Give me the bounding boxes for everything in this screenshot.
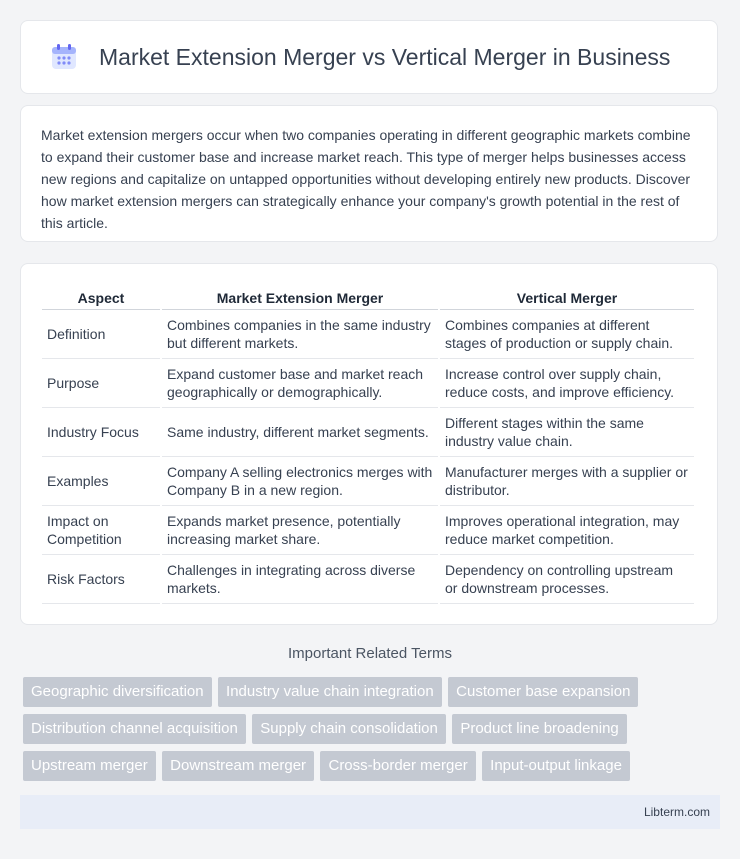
table-row bbox=[42, 310, 694, 359]
header-market-extension: Market Extension Merger bbox=[162, 284, 438, 310]
row-market-extension: Expands market presence, potentially increasing market share. bbox=[162, 506, 438, 555]
row-market-extension: Same industry, different market segments. bbox=[162, 408, 438, 457]
related-term-tag[interactable]: Distribution channel acquisition bbox=[23, 714, 246, 744]
row-aspect: Industry Focus bbox=[42, 408, 160, 457]
footer bbox=[20, 795, 720, 829]
row-vertical: Dependency on controlling upstream or downstream processes. bbox=[440, 555, 694, 604]
page-title: Market Extension Merger vs Vertical Merger in Business bbox=[99, 43, 671, 70]
comparison-card bbox=[20, 263, 718, 625]
intro-card bbox=[20, 105, 718, 242]
related-term-tag[interactable]: Customer base expansion bbox=[448, 677, 638, 707]
intro-text: Market extension mergers occur when two companies operating in different geographic markets combine to expand their customer base and increase market reach. This type of merger helps businesses access new regions and capitalize on untapped opportunities without developing entirely new products. Discover how market extension mergers can strategically enhance your company's growth potential in the rest of this article. bbox=[41, 127, 691, 231]
related-term-tag[interactable]: Cross-border merger bbox=[320, 751, 475, 781]
related-terms-title: Important Related Terms bbox=[288, 645, 452, 662]
row-vertical: Different stages within the same industry value chain. bbox=[440, 408, 694, 457]
row-vertical: Combines companies at different stages of production or supply chain. bbox=[440, 310, 694, 359]
row-market-extension: Company A selling electronics merges with Company B in a new region. bbox=[162, 457, 438, 506]
row-aspect: Risk Factors bbox=[42, 555, 160, 604]
related-term-tag[interactable]: Supply chain consolidation bbox=[252, 714, 446, 744]
table-row bbox=[42, 506, 694, 555]
related-term-tag[interactable]: Product line broadening bbox=[452, 714, 626, 744]
header-aspect: Aspect bbox=[42, 284, 160, 310]
row-vertical: Increase control over supply chain, reduce costs, and improve efficiency. bbox=[440, 359, 694, 408]
table-row bbox=[42, 555, 694, 604]
related-terms-list bbox=[23, 677, 723, 788]
header-card bbox=[20, 20, 718, 94]
related-term-tag[interactable]: Geographic diversification bbox=[23, 677, 212, 707]
calendar-icon bbox=[51, 44, 77, 70]
row-vertical: Improves operational integration, may reduce market competition. bbox=[440, 506, 694, 555]
row-vertical: Manufacturer merges with a supplier or distributor. bbox=[440, 457, 694, 506]
footer-site-link[interactable]: Libterm.com bbox=[643, 805, 710, 819]
header-vertical: Vertical Merger bbox=[440, 284, 694, 310]
related-term-tag[interactable]: Industry value chain integration bbox=[218, 677, 442, 707]
row-market-extension: Challenges in integrating across diverse markets. bbox=[162, 555, 438, 604]
related-term-tag[interactable]: Downstream merger bbox=[162, 751, 314, 781]
table-row bbox=[42, 359, 694, 408]
row-market-extension: Combines companies in the same industry but different markets. bbox=[162, 310, 438, 359]
row-aspect: Impact on Competition bbox=[42, 506, 160, 555]
table-row bbox=[42, 408, 694, 457]
table-header-row bbox=[42, 284, 694, 310]
row-aspect: Examples bbox=[42, 457, 160, 506]
row-aspect: Definition bbox=[42, 310, 160, 359]
row-aspect: Purpose bbox=[42, 359, 160, 408]
table-row bbox=[42, 457, 694, 506]
comparison-table bbox=[40, 284, 696, 604]
row-market-extension: Expand customer base and market reach geographically or demographically. bbox=[162, 359, 438, 408]
related-term-tag[interactable]: Input-output linkage bbox=[482, 751, 630, 781]
related-term-tag[interactable]: Upstream merger bbox=[23, 751, 156, 781]
